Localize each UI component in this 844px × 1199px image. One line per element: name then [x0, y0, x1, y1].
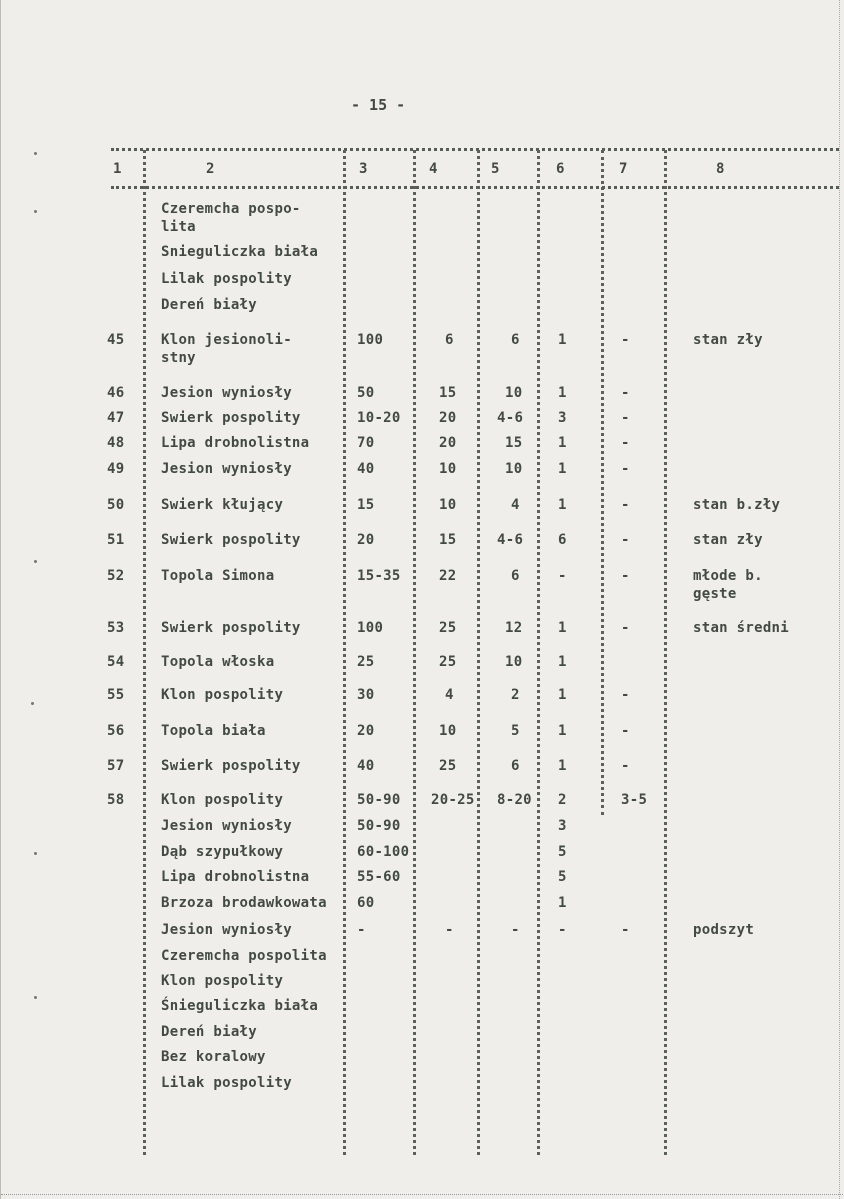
- cell-species: Jesion wyniosły: [161, 461, 292, 477]
- cell-c6: 1: [558, 385, 567, 401]
- cell-c4: 20: [439, 435, 457, 451]
- cell-species: Śnieguliczka biała: [161, 998, 319, 1014]
- column-rule: [413, 150, 416, 1155]
- cell-c6: -: [558, 568, 567, 584]
- cell-c7: -: [621, 497, 630, 513]
- cell-c3: 70: [357, 435, 375, 451]
- column-header-2: 2: [206, 161, 215, 177]
- cell-c3: 100: [357, 332, 384, 348]
- cell-c6: 1: [558, 497, 567, 513]
- margin-dot: [31, 702, 34, 705]
- cell-c7: -: [621, 620, 630, 636]
- cell-c4: 25: [439, 758, 457, 774]
- cell-no: 54: [107, 654, 125, 670]
- cell-c4: 10: [439, 461, 457, 477]
- cell-c6: 1: [558, 654, 567, 670]
- cell-no: 45: [107, 332, 125, 348]
- cell-c6: 5: [558, 869, 567, 885]
- cell-c8: podszyt: [693, 922, 755, 938]
- cell-c7: -: [621, 723, 630, 739]
- column-header-1: 1: [113, 161, 122, 177]
- cell-c3: 40: [357, 461, 375, 477]
- cell-species: Jesion wyniosły: [161, 922, 292, 938]
- cell-species: Lilak pospolity: [161, 271, 292, 287]
- cell-species: Dąb szypułkowy: [161, 844, 284, 860]
- cell-species: Dereń biały: [161, 1024, 258, 1040]
- cell-c3: 60: [357, 895, 375, 911]
- cell-no: 57: [107, 758, 125, 774]
- column-rule: [343, 150, 346, 1155]
- cell-c6: 5: [558, 844, 567, 860]
- cell-c7: -: [621, 687, 630, 703]
- cell-no: 53: [107, 620, 125, 636]
- cell-c7: -: [621, 758, 630, 774]
- cell-c4: 25: [439, 654, 457, 670]
- cell-species: Swierk pospolity: [161, 620, 301, 636]
- cell-species: Jesion wyniosły: [161, 385, 292, 401]
- cell-c6: 1: [558, 758, 567, 774]
- cell-species: Swierk pospolity: [161, 410, 301, 426]
- cell-c4: 20: [439, 410, 457, 426]
- cell-species: Czeremcha pospo- lita: [161, 201, 301, 235]
- cell-c4: 25: [439, 620, 457, 636]
- cell-c6: 1: [558, 461, 567, 477]
- cell-no: 50: [107, 497, 125, 513]
- cell-no: 52: [107, 568, 125, 584]
- cell-c5: 6: [511, 568, 520, 584]
- cell-c4: -: [445, 922, 454, 938]
- cell-no: 51: [107, 532, 125, 548]
- cell-c3: 60-100: [357, 844, 410, 860]
- cell-c6: 1: [558, 332, 567, 348]
- cell-c5: 6: [511, 758, 520, 774]
- cell-c5: 5: [511, 723, 520, 739]
- cell-c5: 10: [505, 654, 523, 670]
- cell-c3: 55-60: [357, 869, 401, 885]
- margin-dot: [34, 560, 37, 563]
- cell-c3: 15-35: [357, 568, 401, 584]
- column-rule: [601, 150, 604, 815]
- cell-c5: 2: [511, 687, 520, 703]
- cell-c8: młode b. gęste: [693, 568, 763, 602]
- margin-dot: [34, 852, 37, 855]
- cell-no: 49: [107, 461, 125, 477]
- cell-c3: 100: [357, 620, 384, 636]
- cell-c6: 1: [558, 435, 567, 451]
- cell-c3: -: [357, 922, 366, 938]
- cell-c8: stan zły: [693, 532, 763, 548]
- cell-c5: 4-6: [497, 532, 524, 548]
- cell-c4: 20-25: [431, 792, 475, 808]
- cell-c4: 10: [439, 497, 457, 513]
- cell-c3: 50: [357, 385, 375, 401]
- cell-c3: 30: [357, 687, 375, 703]
- cell-c6: -: [558, 922, 567, 938]
- cell-c5: 4: [511, 497, 520, 513]
- page-bottom-edge: [1, 1194, 844, 1195]
- page-right-edge: [839, 0, 840, 1199]
- cell-c5: 10: [505, 461, 523, 477]
- cell-c3: 15: [357, 497, 375, 513]
- page-number: - 15 -: [351, 96, 406, 114]
- margin-dot: [34, 152, 37, 155]
- cell-species: Topola biała: [161, 723, 266, 739]
- cell-species: Klon pospolity: [161, 687, 284, 703]
- cell-c6: 3: [558, 410, 567, 426]
- column-header-8: 8: [716, 161, 725, 177]
- cell-no: 58: [107, 792, 125, 808]
- cell-c4: 22: [439, 568, 457, 584]
- cell-c4: 4: [445, 687, 454, 703]
- cell-no: 55: [107, 687, 125, 703]
- cell-c8: stan zły: [693, 332, 763, 348]
- column-header-7: 7: [619, 161, 628, 177]
- cell-c7: -: [621, 568, 630, 584]
- column-header-5: 5: [491, 161, 500, 177]
- cell-species: Topola włoska: [161, 654, 275, 670]
- cell-c7: -: [621, 385, 630, 401]
- cell-c5: 4-6: [497, 410, 524, 426]
- column-header-4: 4: [429, 161, 438, 177]
- cell-species: Swierk kłujący: [161, 497, 284, 513]
- cell-c4: 15: [439, 385, 457, 401]
- cell-species: Klon pospolity: [161, 792, 284, 808]
- cell-no: 47: [107, 410, 125, 426]
- column-rule: [664, 150, 667, 1155]
- column-header-3: 3: [359, 161, 368, 177]
- cell-c6: 2: [558, 792, 567, 808]
- cell-c5: -: [511, 922, 520, 938]
- cell-c4: 10: [439, 723, 457, 739]
- column-rule: [477, 150, 480, 1155]
- cell-species: Lipa drobnolistna: [161, 869, 310, 885]
- column-rule: [537, 150, 540, 1155]
- cell-species: Jesion wyniosły: [161, 818, 292, 834]
- cell-c7: 3-5: [621, 792, 648, 808]
- cell-c6: 1: [558, 687, 567, 703]
- cell-species: Czeremcha pospolita: [161, 948, 327, 964]
- cell-c7: -: [621, 435, 630, 451]
- cell-c3: 20: [357, 723, 375, 739]
- cell-c6: 6: [558, 532, 567, 548]
- cell-species: Swierk pospolity: [161, 758, 301, 774]
- cell-species: Bez koralowy: [161, 1049, 266, 1065]
- margin-dot: [34, 210, 37, 213]
- cell-c3: 25: [357, 654, 375, 670]
- column-header-6: 6: [556, 161, 565, 177]
- cell-c4: 15: [439, 532, 457, 548]
- cell-c8: stan średni: [693, 620, 790, 636]
- cell-no: 48: [107, 435, 125, 451]
- cell-c3: 50-90: [357, 818, 401, 834]
- cell-species: Klon jesionoli- stny: [161, 332, 292, 366]
- cell-c5: 12: [505, 620, 523, 636]
- cell-species: Brzoza brodawkowata: [161, 895, 327, 911]
- cell-c7: -: [621, 461, 630, 477]
- column-rule: [143, 150, 146, 1155]
- cell-c3: 20: [357, 532, 375, 548]
- margin-dot: [34, 996, 37, 999]
- header-rule: [111, 148, 839, 151]
- cell-c3: 40: [357, 758, 375, 774]
- cell-c7: -: [621, 922, 630, 938]
- header-rule: [111, 186, 839, 189]
- cell-species: Dereń biały: [161, 297, 258, 313]
- cell-c5: 8-20: [497, 792, 532, 808]
- cell-no: 56: [107, 723, 125, 739]
- cell-c7: -: [621, 532, 630, 548]
- cell-c7: -: [621, 410, 630, 426]
- cell-c8: stan b.zły: [693, 497, 781, 513]
- cell-species: Lilak pospolity: [161, 1075, 292, 1091]
- cell-species: Topola Simona: [161, 568, 275, 584]
- cell-c6: 1: [558, 620, 567, 636]
- cell-species: Swierk pospolity: [161, 532, 301, 548]
- cell-c5: 15: [505, 435, 523, 451]
- cell-c4: 6: [445, 332, 454, 348]
- cell-c3: 50-90: [357, 792, 401, 808]
- cell-species: Klon pospolity: [161, 973, 284, 989]
- cell-c5: 6: [511, 332, 520, 348]
- cell-c7: -: [621, 332, 630, 348]
- cell-c6: 3: [558, 818, 567, 834]
- cell-species: Snieguliczka biała: [161, 244, 319, 260]
- cell-no: 46: [107, 385, 125, 401]
- cell-c5: 10: [505, 385, 523, 401]
- cell-c6: 1: [558, 723, 567, 739]
- cell-species: Lipa drobnolistna: [161, 435, 310, 451]
- cell-c3: 10-20: [357, 410, 401, 426]
- cell-c6: 1: [558, 895, 567, 911]
